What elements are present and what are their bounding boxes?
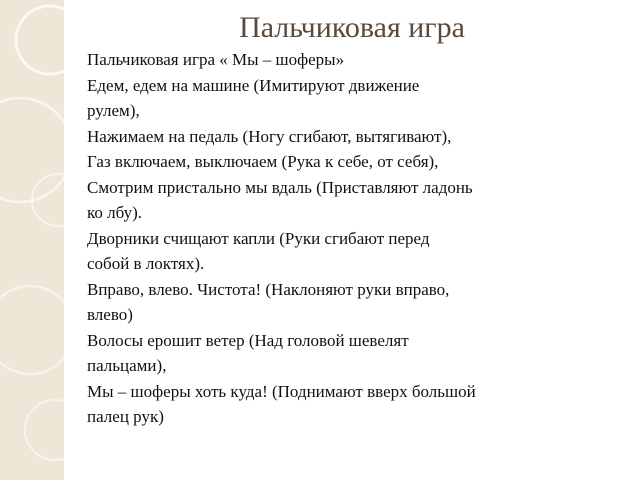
decorative-side-panel — [0, 0, 64, 480]
body-line: Газ включаем, выключаем (Рука к себе, от себя), — [87, 152, 439, 171]
body-line: Дворники счищают капли (Руки сгибают перед — [87, 228, 430, 248]
body-line: Волосы ерошит ветер (Над головой шевелят — [87, 330, 409, 350]
body-line: Вправо, влево. Чистота! (Наклоняют руки вправо, — [87, 279, 450, 299]
slide-title: Пальчиковая игра — [239, 11, 465, 44]
body-line: влево) — [87, 305, 133, 324]
slide-body — [87, 47, 627, 430]
body-line: Мы – шоферы хоть куда! (Поднимают вверх большой — [87, 381, 476, 401]
body-line: Пальчиковая игра « Мы – шоферы» — [87, 50, 345, 69]
body-line: собой в локтях). — [87, 254, 205, 273]
body-line: Едем, едем на машине (Имитируют движение — [87, 75, 420, 95]
body-line: Смотрим пристально мы вдаль (Приставляют ладонь — [87, 177, 473, 197]
body-line: пальцами), — [87, 356, 167, 375]
body-line: рулем), — [87, 101, 140, 120]
body-line: Нажимаем на педаль (Ногу сгибают, вытягивают), — [87, 126, 452, 146]
body-line: ко лбу). — [87, 203, 143, 222]
decorative-circles-icon — [0, 0, 64, 480]
body-line: палец рук) — [87, 407, 164, 426]
